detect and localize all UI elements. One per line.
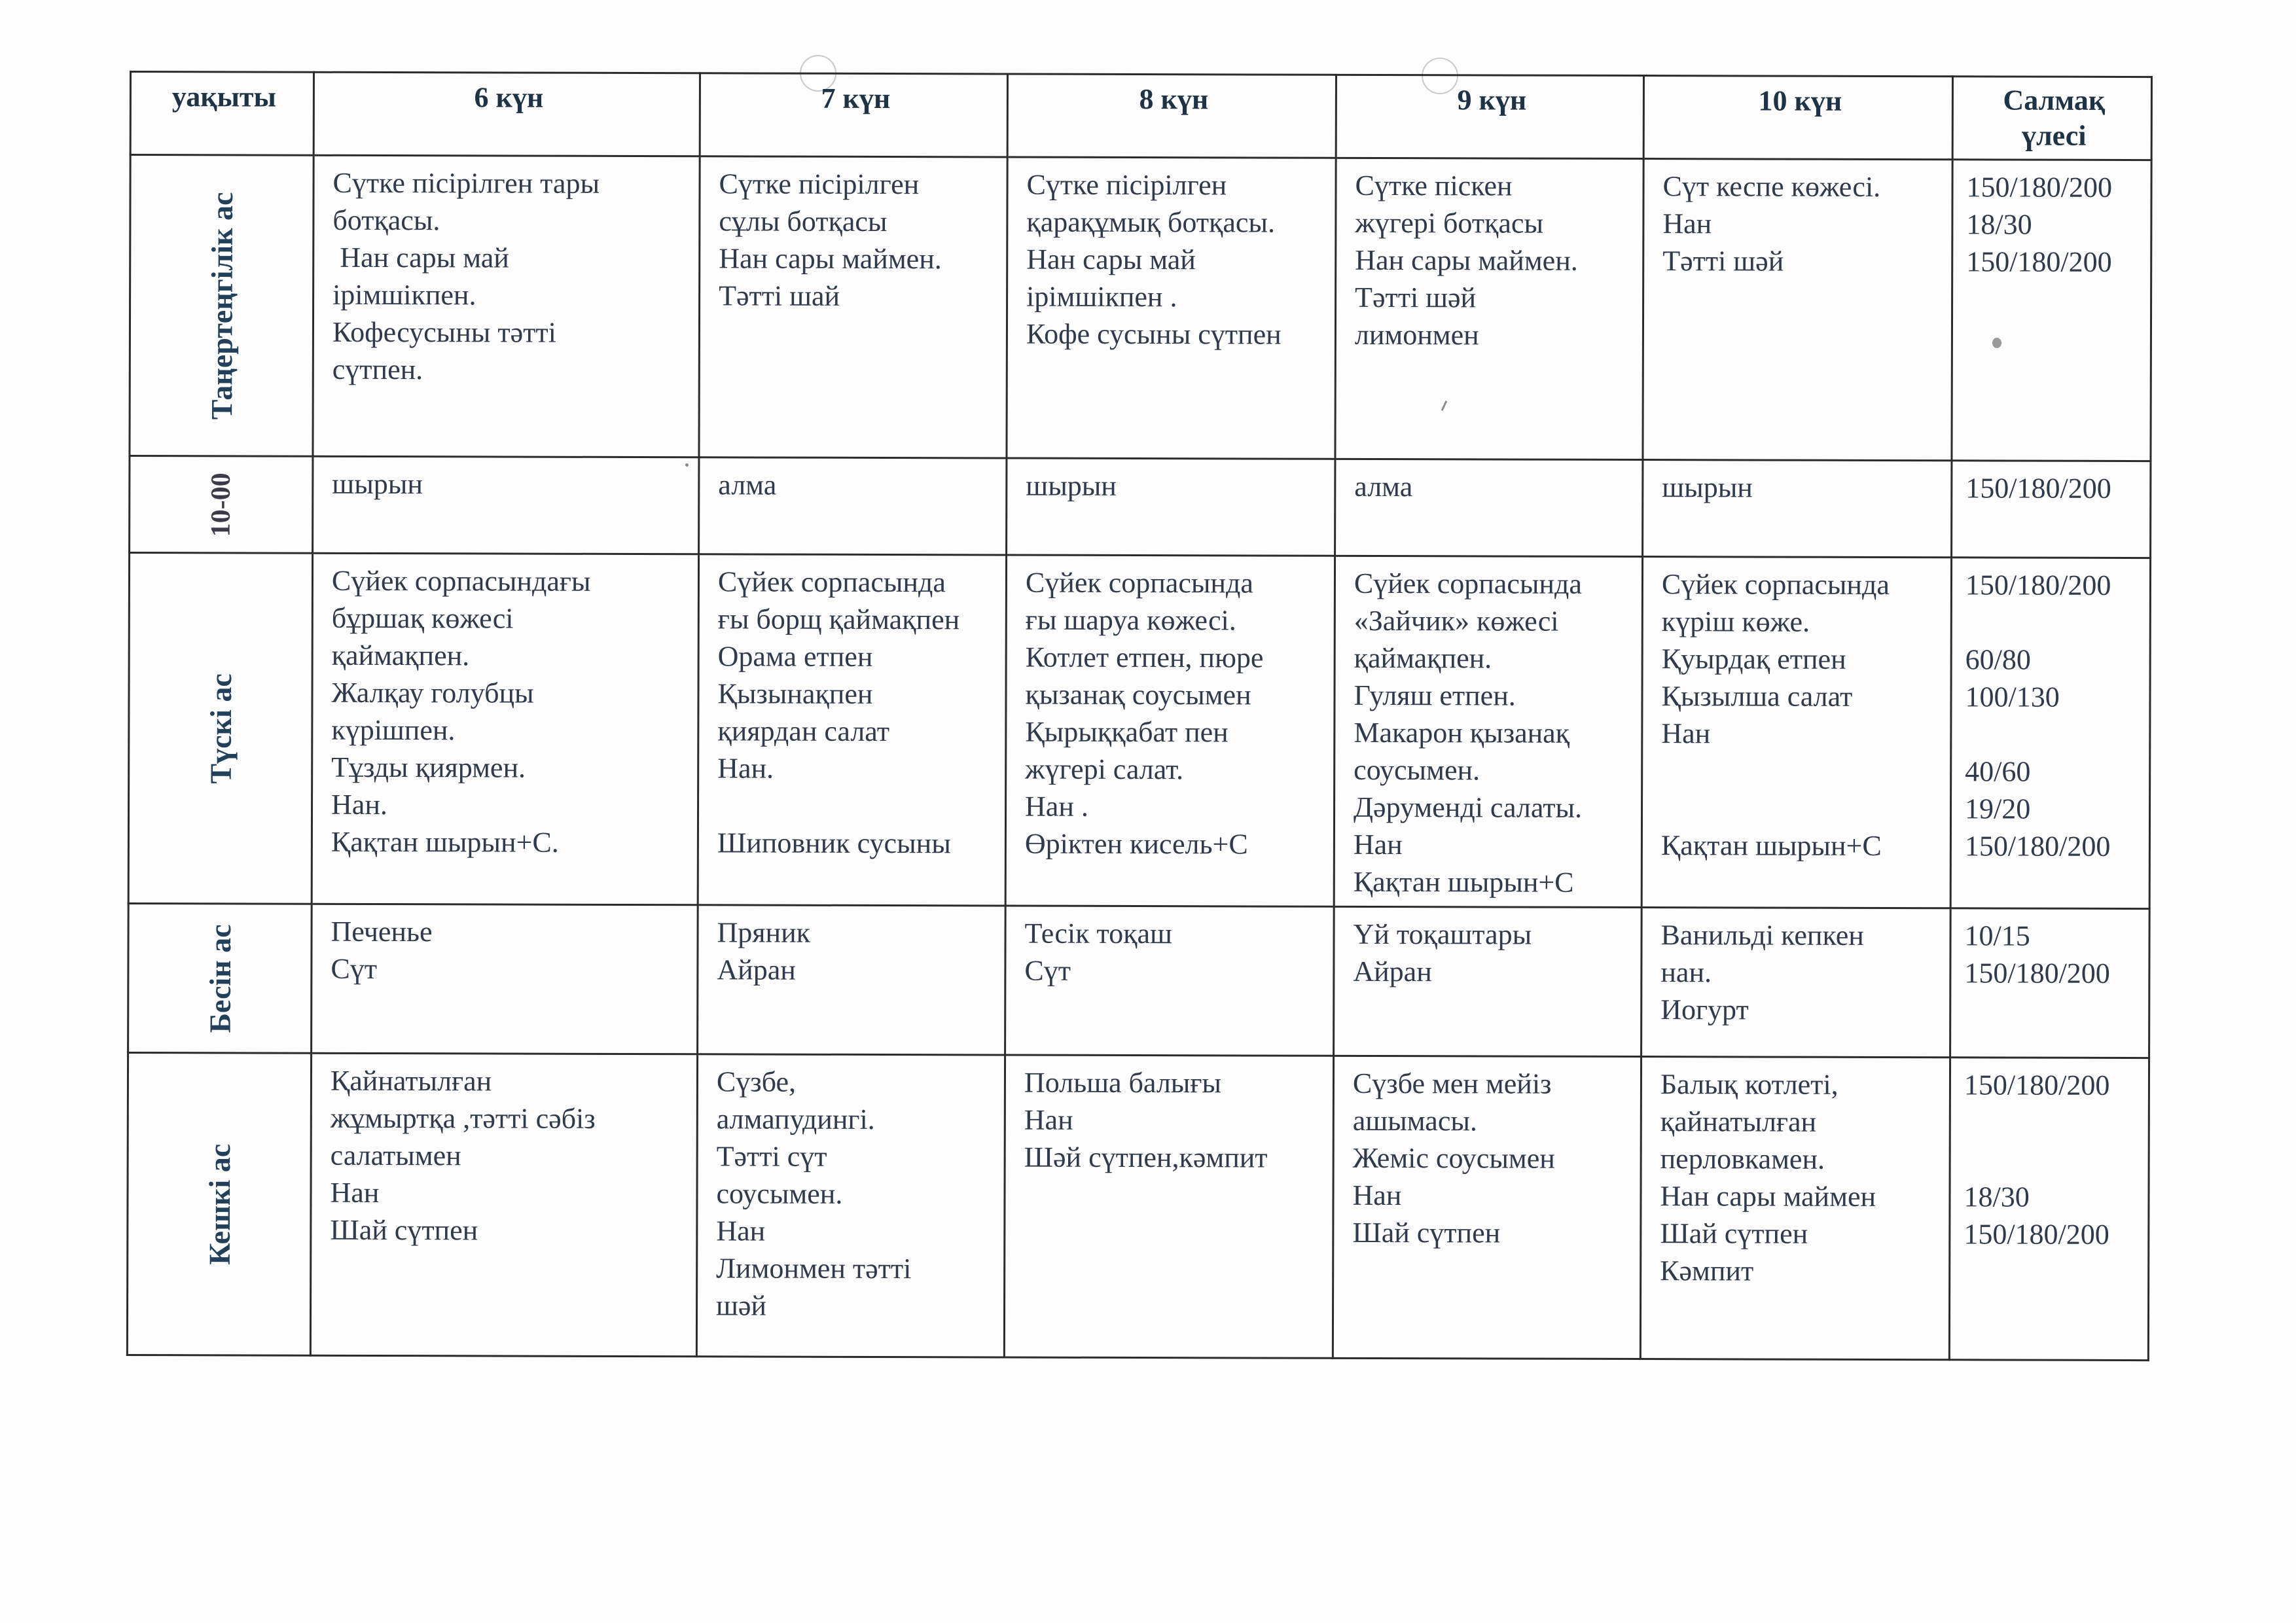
day-cell xyxy=(1335,158,1643,459)
menu-line: Кофе сусыны сүтпен xyxy=(1026,317,1282,351)
header-time: уақыты xyxy=(130,72,314,156)
menu-line: ботқасы. xyxy=(332,204,440,237)
day-cell xyxy=(699,457,1007,555)
menu-line: қаймақпен. xyxy=(331,639,470,672)
menu-line: сұлы ботқасы xyxy=(719,205,888,238)
weight-value: 150/180/200 xyxy=(1965,472,2111,505)
menu-line: Тәтті шәй xyxy=(1662,245,1784,277)
day-cell xyxy=(1641,557,1951,908)
menu-line: Печенье xyxy=(331,915,433,948)
menu-line: күріш көже. xyxy=(1661,605,1810,638)
weight-cell xyxy=(1949,1058,2149,1361)
menu-line: Сүт кеспе көжесі. xyxy=(1662,170,1881,204)
menu-line: Жалқау голубцы xyxy=(331,676,534,709)
weight-value: 18/30 xyxy=(1966,208,2032,241)
menu-line: Шиповник сусыны xyxy=(717,827,951,860)
menu-line: «Зайчик» көжесі xyxy=(1354,604,1559,637)
weight-value: 10/15 xyxy=(1964,919,2030,952)
menu-line: соусымен. xyxy=(1354,753,1480,787)
day-cell xyxy=(1004,1055,1333,1358)
weight-value: 60/80 xyxy=(1965,643,2031,676)
menu-line: Нан xyxy=(1024,1103,1073,1136)
menu-line: Нан xyxy=(1353,828,1403,861)
menu-line: Үй тоқаштары xyxy=(1353,918,1532,951)
menu-line: Нан xyxy=(1352,1179,1402,1212)
menu-line: Нан сары маймен xyxy=(1660,1180,1876,1213)
menu-table xyxy=(126,71,2153,1361)
header-row xyxy=(130,72,2151,160)
menu-line: Нан сары маймен. xyxy=(1355,243,1578,277)
menu-line: нан. xyxy=(1660,956,1712,989)
row-snack xyxy=(130,456,2151,558)
menu-line: Қызылша салат xyxy=(1661,680,1853,713)
menu-line: Кәмпит xyxy=(1660,1255,1754,1287)
menu-line: ірімшікпен . xyxy=(1026,280,1177,313)
menu-line: Өріктен кисель+С xyxy=(1024,827,1248,861)
weight-value: 150/180/200 xyxy=(1965,569,2111,601)
header-day-8: 8 күн xyxy=(1007,74,1336,158)
row-lunch xyxy=(128,553,2150,909)
menu-line: Шай сүтпен xyxy=(1660,1217,1808,1250)
day-cell xyxy=(1643,460,1952,558)
day-cell xyxy=(1007,157,1336,459)
menu-line: Қызынақпен xyxy=(717,677,873,710)
menu-line: Сүйек сорпасында xyxy=(1661,568,1890,601)
menu-line: Котлет етпен, пюре xyxy=(1025,641,1264,674)
menu-line xyxy=(1661,752,1935,790)
menu-line: Айран xyxy=(717,954,796,986)
menu-line: Лимонмен тәтті xyxy=(716,1252,912,1285)
menu-line: Сүзбе, xyxy=(716,1065,797,1098)
meal-name: 10-00 xyxy=(206,472,236,537)
weight-value: 18/30 xyxy=(1964,1181,2030,1213)
menu-line: қарақұмық ботқасы. xyxy=(1026,205,1276,239)
weight-cell xyxy=(1952,461,2151,558)
menu-line: ашымасы. xyxy=(1352,1104,1478,1137)
weight-value: 150/180/200 xyxy=(1964,1069,2110,1101)
menu-line: Иогурт xyxy=(1660,993,1749,1026)
menu-line: Сүтке пісірілген xyxy=(719,168,920,201)
menu-line: бұршақ көжесі xyxy=(331,601,514,635)
menu-line: Нан. xyxy=(717,752,774,785)
menu-line: соусымен. xyxy=(716,1177,843,1210)
menu-line: шәй xyxy=(715,1289,767,1322)
day-cell xyxy=(310,1053,697,1357)
menu-line: күрішпен. xyxy=(331,713,456,747)
menu-line: Нан xyxy=(1661,717,1711,750)
menu-line: Сүйек сорпасында xyxy=(1025,566,1253,599)
menu-line: Кофесусыны тәтті xyxy=(332,315,556,349)
weight-value: 150/180/200 xyxy=(1966,171,2113,204)
day-cell xyxy=(1640,1057,1950,1360)
meal-name: Кешкі ас xyxy=(202,1143,236,1265)
menu-line: Сүтке пісірілген xyxy=(1026,168,1227,202)
day-cell xyxy=(312,553,698,905)
menu-line: Макарон қызанақ xyxy=(1354,716,1570,749)
weight-value: 150/180/200 xyxy=(1964,1218,2109,1251)
menu-line: жүгері салат. xyxy=(1025,753,1184,786)
menu-line: Сүт xyxy=(1024,954,1071,987)
row-dinner xyxy=(127,1052,2149,1360)
weight-cell xyxy=(1952,160,2151,461)
menu-line: алма xyxy=(1354,470,1413,503)
meal-label-breakfast xyxy=(130,155,314,457)
menu-line: Балық котлеті, xyxy=(1660,1068,1839,1101)
header-day-7: 7 күн xyxy=(700,73,1007,157)
row-breakfast xyxy=(130,155,2151,461)
menu-line: Польша балығы xyxy=(1024,1066,1222,1099)
menu-line: Нан xyxy=(716,1215,766,1247)
menu-line: Сүйек сорпасындағы xyxy=(331,564,591,597)
menu-line: қайнатылған xyxy=(1660,1105,1817,1138)
menu-line: Орама етпен xyxy=(717,640,873,673)
menu-line: лимонмен xyxy=(1354,318,1479,351)
day-cell xyxy=(1335,459,1643,556)
menu-line: Қырыққабат пен xyxy=(1025,715,1229,749)
menu-line: шырын xyxy=(1662,471,1753,504)
menu-line: Нан xyxy=(330,1176,380,1209)
menu-line: жүгері ботқасы xyxy=(1355,206,1544,240)
day-cell xyxy=(698,554,1006,906)
menu-line: Нан. xyxy=(331,788,387,821)
row-afternoon xyxy=(128,903,2150,1058)
meal-name: Түскі ас xyxy=(204,673,238,784)
menu-line: Қуырдақ етпен xyxy=(1661,643,1846,675)
weight-value xyxy=(1964,1103,2134,1141)
meal-name: Таңертеңгілік ас xyxy=(204,191,239,419)
meal-label-snack xyxy=(130,456,313,554)
menu-line: Тәтті сүт xyxy=(716,1140,827,1173)
menu-line xyxy=(1661,789,1935,827)
menu-line: перловкамен. xyxy=(1660,1143,1825,1175)
day-cell xyxy=(1334,906,1642,1056)
menu-line: Тұзды қиярмен. xyxy=(331,751,526,784)
weight-value: 150/180/200 xyxy=(1966,245,2112,278)
weight-cell xyxy=(1950,908,2150,1058)
day-cell xyxy=(312,904,698,1054)
menu-line xyxy=(717,787,990,825)
menu-line: Тесік тоқаш xyxy=(1024,917,1173,950)
menu-line: шырын xyxy=(332,467,423,501)
menu-line: Дәрумендi салаты. xyxy=(1353,791,1583,824)
menu-line: Нан сары май xyxy=(332,241,509,274)
menu-line: шырын xyxy=(1026,469,1117,502)
menu-line: Пряник xyxy=(717,916,811,949)
menu-line: Нан сары май xyxy=(1026,243,1196,276)
menu-line: қаймақпен. xyxy=(1354,641,1492,675)
menu-line: Айран xyxy=(1353,955,1432,988)
menu-line: Шай сүтпен xyxy=(330,1213,478,1247)
weight-value: 150/180/200 xyxy=(1964,957,2110,990)
header-day-10: 10 күн xyxy=(1643,76,1952,160)
weight-value xyxy=(1965,715,2134,753)
menu-line: сүтпен. xyxy=(332,353,423,386)
menu-line: Тәтті шәй xyxy=(1355,281,1477,314)
menu-line: ғы шаруа көжесі. xyxy=(1025,603,1236,637)
weight-cell xyxy=(1950,558,2150,909)
day-cell xyxy=(1334,556,1642,907)
menu-line: Шай сүтпен xyxy=(1352,1216,1501,1249)
menu-line: Қақтан шырын+С xyxy=(1353,865,1574,899)
day-cell xyxy=(698,905,1006,1055)
menu-line: алмапудингі. xyxy=(716,1103,875,1135)
weight-value xyxy=(1964,1141,2134,1179)
menu-line: Сүйек сорпасында xyxy=(1354,567,1582,600)
weight-value: 19/20 xyxy=(1964,793,2031,825)
day-cell xyxy=(1643,159,1952,461)
weight-value xyxy=(1965,603,2135,641)
menu-line: Сүзбе мен мейіз xyxy=(1352,1067,1552,1100)
menu-line: қызанақ соусымен xyxy=(1025,678,1251,711)
menu-line: Гуляш етпен. xyxy=(1354,679,1516,712)
menu-line: Ванильді кепкен xyxy=(1660,919,1864,952)
menu-line: Сүтке пісірілген тары xyxy=(332,166,600,200)
menu-line: Жеміс соусымен xyxy=(1352,1141,1555,1175)
menu-line: Сүт xyxy=(331,952,378,985)
header-weight: Салмақ үлесі xyxy=(1952,77,2151,160)
menu-line: Қайнатылған xyxy=(330,1064,492,1097)
header-day-6: 6 күн xyxy=(314,72,700,156)
menu-line: Сүтке піскен xyxy=(1355,169,1513,202)
header-day-9: 9 күн xyxy=(1336,75,1643,158)
menu-line: алма xyxy=(718,469,777,501)
meal-name: Бесін ас xyxy=(203,923,237,1033)
menu-line: қиярдан салат xyxy=(717,715,890,748)
menu-line: ірімшікпен. xyxy=(332,278,476,312)
meal-label-lunch xyxy=(128,553,312,904)
weight-value: 150/180/200 xyxy=(1964,830,2111,863)
menu-line: жұмыртқа ,тәтті сәбіз xyxy=(330,1101,596,1135)
meal-label-afternoon xyxy=(128,903,312,1053)
menu-line: Қақтан шырын+С xyxy=(1660,829,1882,863)
menu-line: салатымен xyxy=(330,1139,461,1172)
day-cell xyxy=(1007,458,1335,556)
menu-line: Тәтті шай xyxy=(719,279,840,312)
day-cell xyxy=(1005,906,1335,1056)
day-cell xyxy=(699,156,1007,458)
menu-line: Нан xyxy=(1662,207,1712,240)
day-cell xyxy=(696,1054,1005,1357)
day-cell xyxy=(313,155,700,457)
day-cell xyxy=(313,456,699,554)
menu-line: ғы борщ қаймақпен xyxy=(717,603,960,636)
day-cell xyxy=(1333,1056,1641,1359)
menu-line: Сүйек сорпасында xyxy=(717,565,946,599)
day-cell xyxy=(1005,555,1335,906)
menu-line: Нан . xyxy=(1024,790,1088,823)
day-cell xyxy=(1641,908,1951,1058)
weight-value: 40/60 xyxy=(1965,755,2031,788)
menu-line: Нан сары маймен. xyxy=(719,242,942,276)
menu-line: Шәй сүтпен,кәмпит xyxy=(1024,1141,1268,1174)
meal-label-dinner xyxy=(127,1052,311,1355)
weight-value: 100/130 xyxy=(1965,681,2060,713)
menu-line: Қақтан шырын+С. xyxy=(331,825,559,859)
